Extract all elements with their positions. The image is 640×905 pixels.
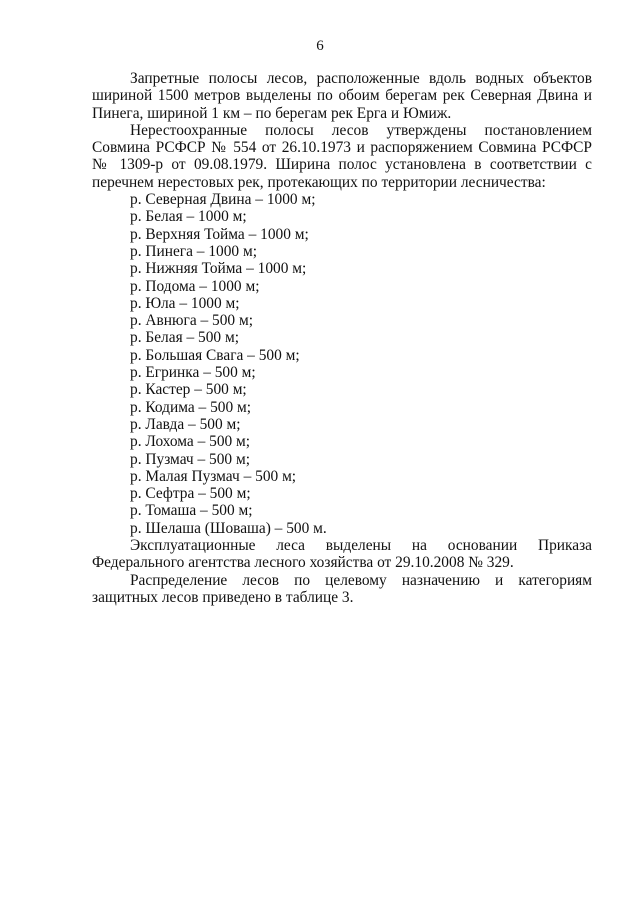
list-item: р. Юла – 1000 м; bbox=[130, 294, 240, 312]
list-item: р. Верхняя Тойма – 1000 м; bbox=[130, 225, 309, 243]
list-item: р. Кодима – 500 м; bbox=[130, 398, 252, 416]
list-item: р. Подома – 1000 м; bbox=[130, 277, 260, 295]
list-item: р. Лохома – 500 м; bbox=[130, 433, 251, 451]
list-item: р. Сефтра – 500 м; bbox=[130, 485, 251, 503]
paragraph-protective-strips: Запретные полосы лесов, расположенные вдоль водных объектов шириной 1500 метров выделены по обоим берегам рек Северная Двина и Пинега, шириной 1 км – по берегам рек Ерга и Юмиж. bbox=[92, 70, 592, 122]
list-item: р. Северная Двина – 1000 м; bbox=[130, 191, 316, 209]
paragraph-table-reference: Распределение лесов по целевому назначению и категориям защитных лесов приведено в таблице 3. bbox=[92, 571, 592, 606]
list-item: р. Авнюга – 500 м; bbox=[130, 312, 253, 330]
spawning-rivers-list bbox=[92, 191, 592, 537]
list-item: р. Белая – 1000 м; bbox=[130, 208, 247, 226]
list-item: р. Пинега – 1000 м; bbox=[130, 242, 257, 260]
list-item: р. Томаша – 500 м; bbox=[130, 502, 253, 520]
list-item: р. Большая Свага – 500 м; bbox=[130, 346, 300, 364]
list-item: р. Малая Пузмач – 500 м; bbox=[130, 467, 297, 485]
list-item: р. Лавда – 500 м; bbox=[130, 415, 241, 433]
list-item: р. Нижняя Тойма – 1000 м; bbox=[130, 260, 307, 278]
list-item: р. Белая – 500 м; bbox=[130, 329, 239, 347]
paragraph-spawning-strips: Нерестоохранные полосы лесов утверждены постановлением Совмина РСФСР № 554 от 26.10.1973 и распоряжением Совмина РСФСР № 1309-р от 09.08.1979. Ширина полос установлена в соответствии с перечнем нерестовых рек, протекающих по территории лесничества: bbox=[92, 121, 592, 191]
page-number: 6 bbox=[316, 38, 324, 54]
list-item: р. Егринка – 500 м; bbox=[130, 364, 256, 382]
list-item: р. Пузмач – 500 м; bbox=[130, 450, 250, 468]
document-body bbox=[92, 70, 592, 606]
paragraph-exploitation-forests: Эксплуатационные леса выделены на основании Приказа Федерального агентства лесного хозяйства от 29.10.2008 № 329. bbox=[92, 537, 592, 572]
list-item: р. Кастер – 500 м; bbox=[130, 381, 247, 399]
list-item: р. Шелаша (Шоваша) – 500 м. bbox=[130, 519, 327, 537]
